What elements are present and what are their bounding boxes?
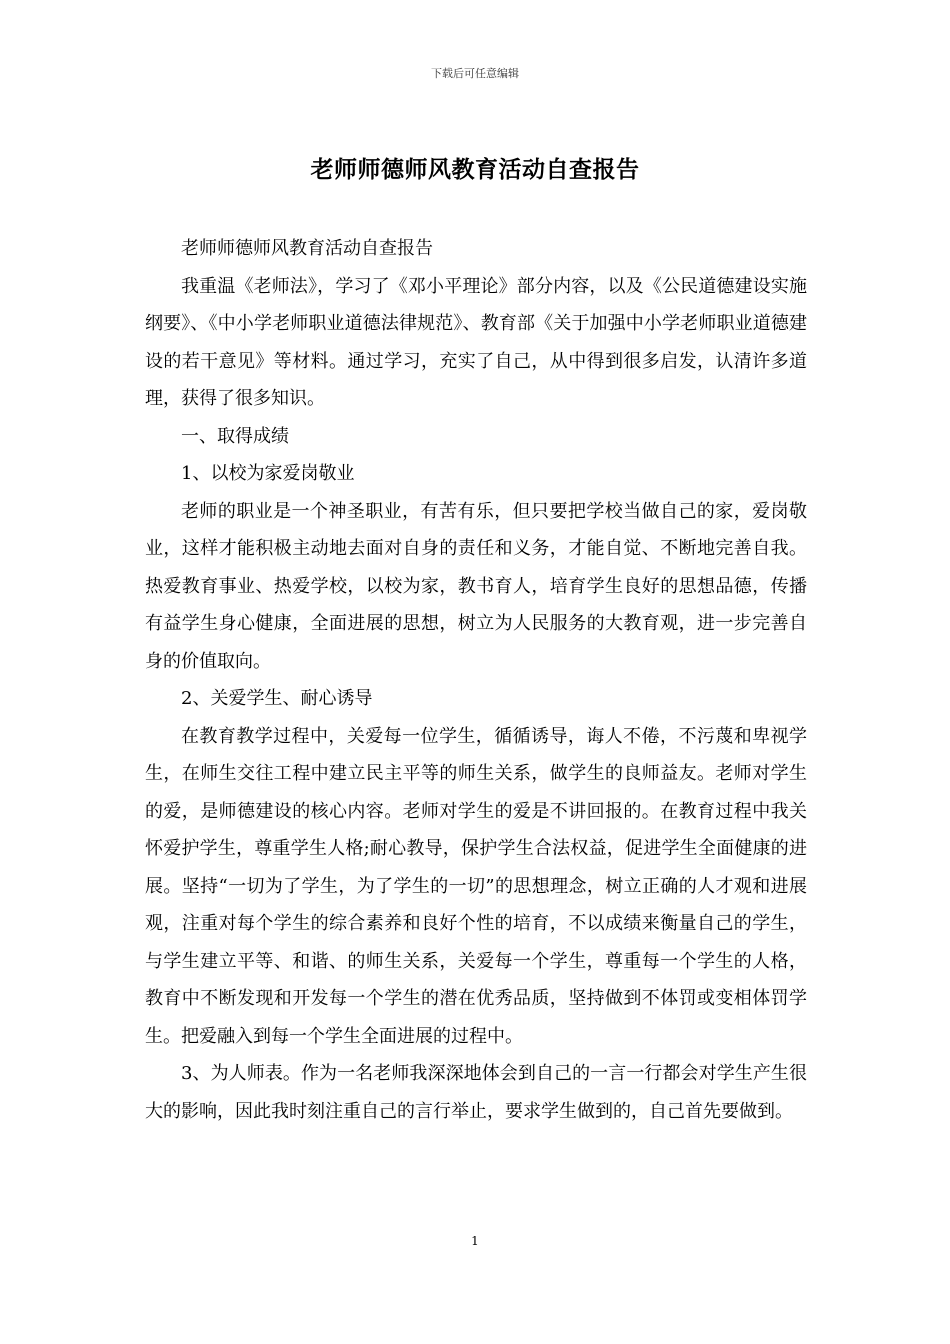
section-heading-achievements: 一、取得成绩: [181, 425, 289, 447]
subheading-care-students: 2、关爱学生、耐心诱导: [181, 688, 373, 709]
document-body: [145, 230, 807, 1130]
subheading-dedication: 1、以校为家爱岗敬业: [181, 463, 355, 484]
header-note: 下载后可任意编辑: [431, 67, 519, 80]
document-title: 老师师德师风教育活动自查报告: [310, 156, 640, 183]
page-number: 1: [471, 1234, 479, 1248]
paragraph-subtitle: 老师师德师风教育活动自查报告: [181, 238, 433, 259]
paragraph-care-students: 在教育教学过程中，关爱每一位学生，循循诱导，诲人不倦，不污蔑和卑视学生，在师生交往工程中建立民主平等的师生关系，做学生的良师益友。老师对学生的爱，是师德建设的核心内容。老师对学生的爱是不讲回报的。在教育过程中我关怀爱护学生，尊重学生人格;耐心教导，保护学生合法权益，促进学生全面健康的进展。坚持“一切为了学生，为了学生的一切”的思想理念，树立正确的人才观和进展观，注重对每个学生的综合素养和良好个性的培育，不以成绩来衡量自己的学生，与学生建立平等、和谐、的师生关系，关爱每一个学生，尊重每一个学生的人格，教育中不断发现和开发每一个学生的潜在优秀品质，坚持做到不体罚或变相体罚学生。把爱融入到每一个学生全面进展的过程中。: [145, 725, 807, 1047]
paragraph-intro: 我重温《老师法》，学习了《邓小平理论》部分内容，以及《公民道德建设实施纲要》、《中小学老师职业道德法律规范》、教育部《关于加强中小学老师职业道德建设的若干意见》等材料。通过学习，充实了自己，从中得到很多启发，认清许多道理，获得了很多知识。: [145, 275, 807, 409]
paragraph-dedication: 老师的职业是一个神圣职业，有苦有乐，但只要把学校当做自己的家，爱岗敬业，这样才能积极主动地去面对自身的责任和义务，才能自觉、不断地完善自我。热爱教育事业、热爱学校，以校为家，教书育人，培育学生良好的思想品德，传播有益学生身心健康，全面进展的思想，树立为人民服务的大教育观，进一步完善自身的价值取向。: [145, 500, 807, 672]
paragraph-role-model: 3、为人师表。作为一名老师我深深地体会到自己的一言一行都会对学生产生很大的影响，因此我时刻注重自己的言行举止，要求学生做到的，自己首先要做到。: [145, 1063, 807, 1122]
